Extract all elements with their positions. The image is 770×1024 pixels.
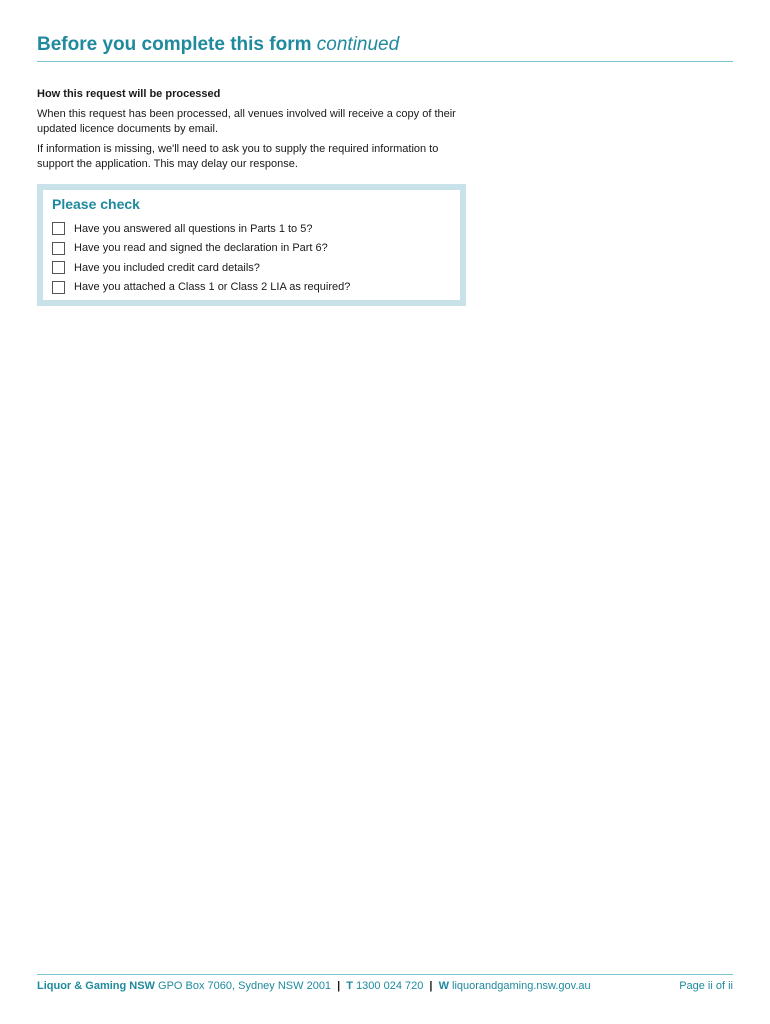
checkbox-credit-card[interactable]	[52, 261, 65, 274]
checklist-item-label: Have you attached a Class 1 or Class 2 LIA as required?	[74, 281, 351, 294]
footer-org-name: Liquor & Gaming NSW	[37, 980, 155, 992]
please-check-box	[37, 184, 466, 306]
page-title-suffix: continued	[316, 34, 400, 55]
page-title	[37, 34, 399, 56]
checklist-item-label: Have you included credit card details?	[74, 261, 260, 274]
checklist-item-label: Have you read and signed the declaration in Part 6?	[74, 242, 328, 255]
processing-heading: How this request will be processed	[37, 88, 221, 100]
footer-phone: 1300 024 720	[356, 980, 424, 992]
checkbox-answered-all[interactable]	[52, 222, 65, 235]
checkbox-signed-declaration[interactable]	[52, 242, 65, 255]
footer-address: GPO Box 7060, Sydney NSW 2001	[158, 980, 332, 992]
footer-separator: |	[337, 980, 341, 992]
checklist-item	[52, 219, 350, 239]
page-number: Page ii of ii	[679, 980, 733, 992]
processing-paragraph-1: When this request has been processed, all venues involved will receive a copy of their updated licence documents by email.	[37, 108, 456, 135]
footer-web-label: W	[438, 980, 449, 992]
checklist-item	[52, 258, 350, 278]
checkbox-attached-lia[interactable]	[52, 281, 65, 294]
processing-paragraph-2: If information is missing, we'll need to ask you to supply the required information to support the application. This may delay our response.	[37, 143, 439, 170]
footer-phone-label: T	[346, 980, 353, 992]
checklist	[52, 219, 350, 297]
footer-website-link[interactable]: liquorandgaming.nsw.gov.au	[452, 980, 591, 992]
processing-section	[37, 87, 467, 177]
footer-divider	[37, 974, 733, 975]
please-check-title: Please check	[52, 196, 140, 212]
footer	[37, 980, 733, 992]
checklist-item-label: Have you answered all questions in Parts 1 to 5?	[74, 222, 313, 235]
page-title-main: Before you complete this form	[37, 34, 312, 55]
checklist-item	[52, 278, 350, 298]
footer-separator: |	[429, 980, 433, 992]
checklist-item	[52, 239, 350, 259]
title-divider	[37, 61, 733, 62]
